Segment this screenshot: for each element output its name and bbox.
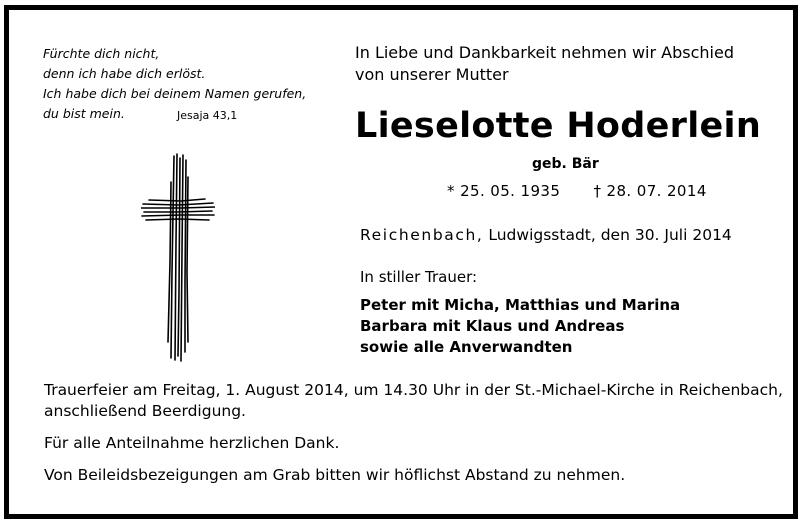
intro-text	[355, 42, 734, 86]
mourner-line: sowie alle Anverwandten	[360, 338, 573, 356]
mourning-label: In stiller Trauer:	[360, 268, 478, 286]
bible-verse	[43, 44, 306, 124]
service-line: Trauerfeier am Freitag, 1. August 2014, um 14.30 Uhr in der St.-Michael-Kirche in Reichenbach,	[44, 381, 783, 399]
mourner-line: Barbara mit Klaus und Andreas	[360, 317, 625, 335]
mourner-line: Peter mit Micha, Matthias und Marina	[360, 296, 681, 314]
footer-text	[44, 380, 783, 497]
verse-line: denn ich habe dich erlöst.	[43, 66, 206, 81]
thanks-text: Für alle Anteilnahme herzlichen Dank.	[44, 434, 340, 452]
birth-name: geb. Bär	[532, 156, 599, 172]
service-line: anschließend Beerdigung.	[44, 402, 246, 420]
life-dates	[447, 182, 707, 200]
place-date-rest: Ludwigsstadt, den 30. Juli 2014	[483, 226, 732, 244]
deceased-name: Lieselotte Hoderlein	[355, 106, 762, 146]
intro-line: von unserer Mutter	[355, 65, 509, 84]
mourners-list	[360, 295, 680, 358]
cross-icon	[141, 152, 215, 362]
verse-line: Fürchte dich nicht,	[43, 46, 160, 61]
death-date: † 28. 07. 2014	[593, 182, 707, 200]
obituary-notice	[4, 5, 798, 519]
request-text: Von Beileidsbezeigungen am Grab bitten wir höflichst Abstand zu nehmen.	[44, 466, 626, 484]
service-info	[44, 380, 783, 422]
verse-reference: Jesaja 43,1	[177, 109, 238, 122]
birth-date: * 25. 05. 1935	[447, 182, 561, 200]
place-city: Reichenbach,	[360, 226, 484, 244]
intro-line: In Liebe und Dankbarkeit nehmen wir Abschied	[355, 43, 734, 62]
verse-line: du bist mein.	[43, 106, 125, 121]
verse-line: Ich habe dich bei deinem Namen gerufen,	[43, 86, 307, 101]
place-and-date	[360, 226, 732, 244]
